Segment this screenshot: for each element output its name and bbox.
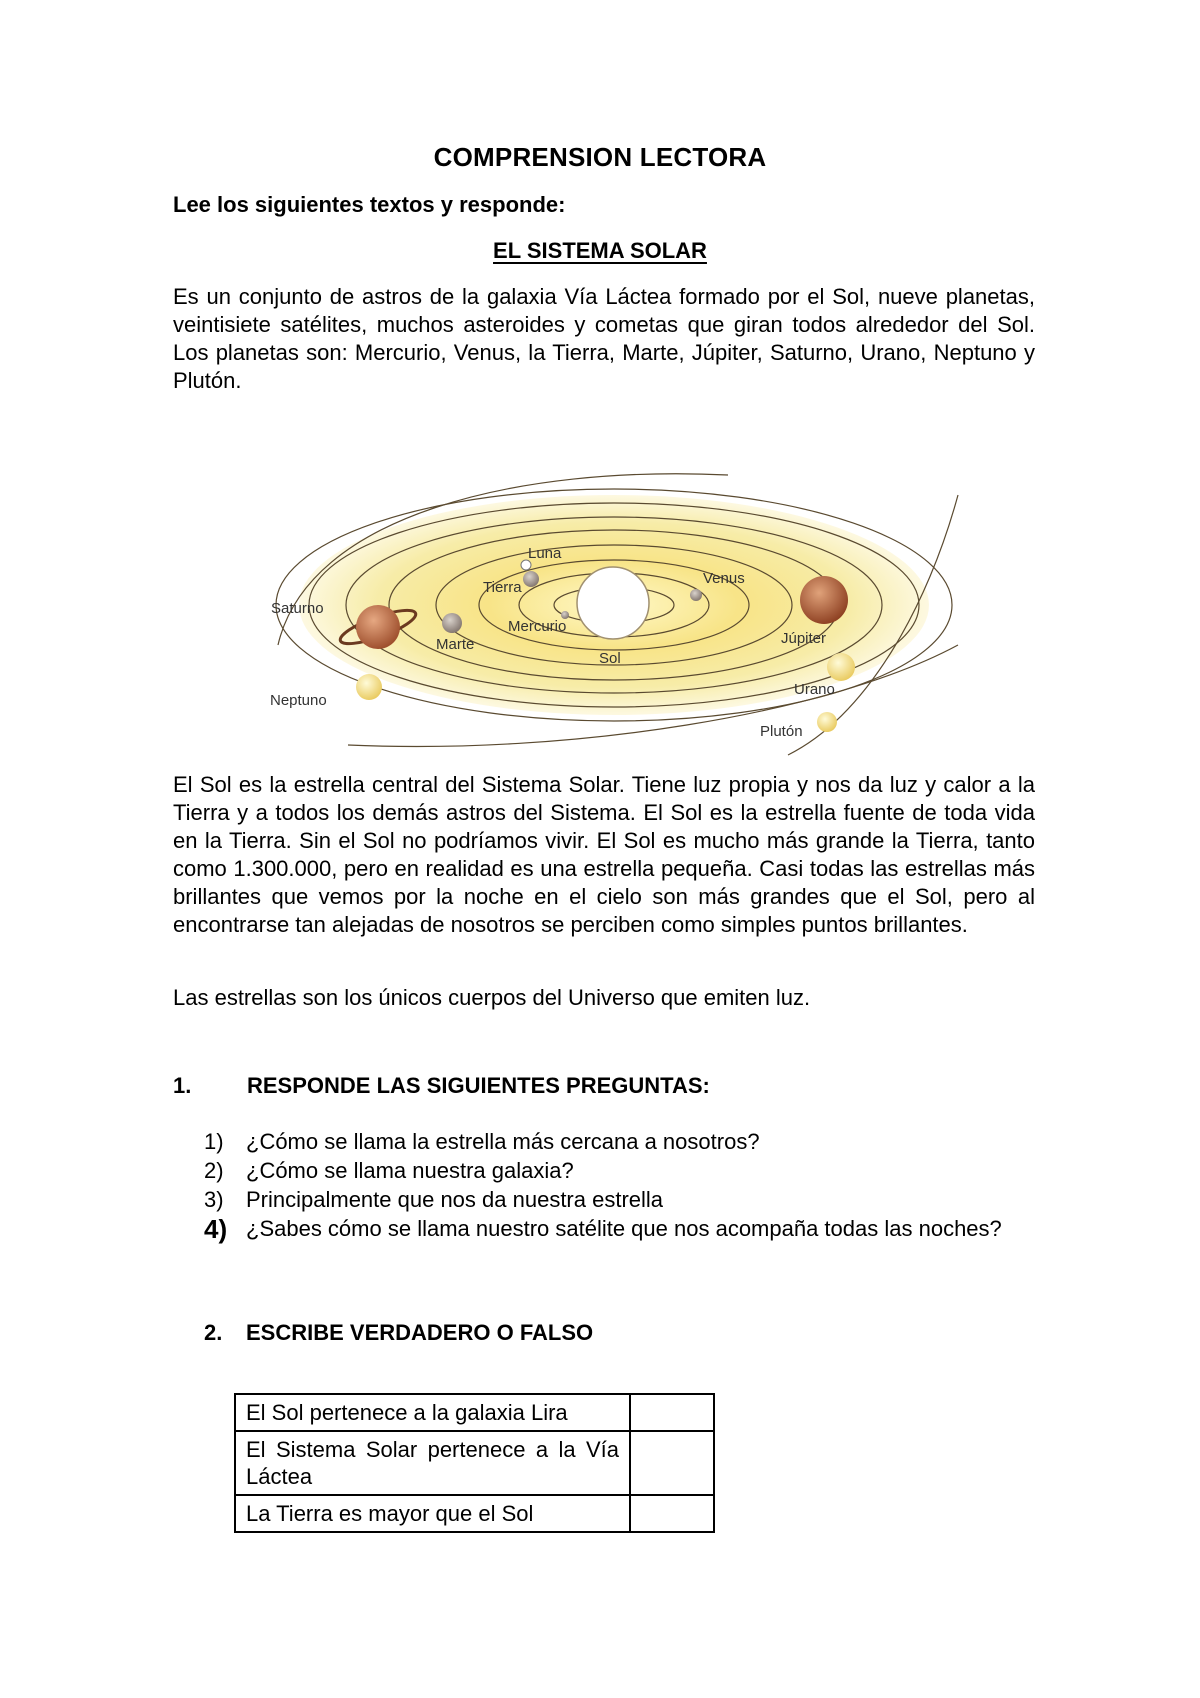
list-item <box>204 1157 1036 1185</box>
true-false-number: 2. <box>204 1320 223 1345</box>
instruction: Lee los siguientes textos y responde: <box>173 192 566 217</box>
label-mercurio: Mercurio <box>508 618 567 635</box>
mars-planet <box>442 613 462 633</box>
venus-planet <box>690 589 702 601</box>
solar-system-diagram <box>268 455 968 760</box>
true-false-table <box>234 1393 715 1533</box>
answer-cell[interactable] <box>630 1495 714 1532</box>
question-number: 3) <box>204 1187 224 1212</box>
table-row <box>235 1431 714 1495</box>
label-tierra: Tierra <box>483 579 522 596</box>
section-title <box>0 238 1200 264</box>
table-row <box>235 1495 714 1532</box>
questions-list <box>204 1128 1036 1244</box>
question-number: 4) <box>204 1214 228 1244</box>
sun <box>577 567 649 639</box>
list-item <box>204 1215 1036 1243</box>
label-luna: Luna <box>528 545 562 562</box>
answer-cell[interactable] <box>630 1394 714 1431</box>
page-title: COMPRENSION LECTORA <box>433 142 767 172</box>
question-number: 2) <box>204 1158 224 1183</box>
stars-paragraph: Las estrellas son los únicos cuerpos del Universo que emiten luz. <box>173 985 811 1010</box>
sun-paragraph: El Sol es la estrella central del Sistema Solar. Tiene luz propia y nos da luz y calor a la Tierra y a todos los demás astros del Sistema. El Sol es la estrella fuente de toda vida en la Tierra. Sin el Sol no podríamos vivir. El Sol es mucho más grande la Tierra, tanto como 1.300.000, pero en realidad es una estrella pequeña. Casi todas las estrellas más brillantes que vemos por la noche en el cielo son más grandes que el Sol, pero al encontrarse tan alejadas de nosotros se perciben como simples puntos brillantes. <box>173 772 1035 937</box>
saturn-planet <box>356 605 400 649</box>
label-marte: Marte <box>436 636 475 653</box>
true-false-heading <box>204 1320 593 1346</box>
question-text: ¿Cómo se llama la estrella más cercana a nosotros? <box>246 1129 760 1154</box>
statement-cell: El Sol pertenece a la galaxia Lira <box>235 1394 630 1431</box>
statement-cell: El Sistema Solar pertenece a la Vía Láctea <box>235 1431 630 1495</box>
label-venus: Venus <box>703 570 745 587</box>
question-text: Principalmente que nos da nuestra estrella <box>246 1187 664 1212</box>
label-saturno: Saturno <box>271 600 324 617</box>
question-text: ¿Sabes cómo se llama nuestro satélite que nos acompaña todas las noches? <box>246 1216 1002 1241</box>
label-neptuno: Neptuno <box>270 692 327 709</box>
label-jupiter: Júpiter <box>781 630 827 647</box>
pluto-planet <box>817 712 837 732</box>
questions-number: 1. <box>173 1073 192 1098</box>
intro-paragraph: Es un conjunto de astros de la galaxia Vía Láctea formado por el Sol, nueve planetas, veintisiete satélites, muchos asteroides y cometas que giran todos alrededor del Sol. Los planetas son: Mercurio, Venus, la Tierra, Marte, Júpiter, Saturno, Urano, Neptuno y Plutón. <box>173 284 1035 393</box>
questions-heading-text: RESPONDE LAS SIGUIENTES PREGUNTAS: <box>247 1073 710 1098</box>
questions-heading <box>173 1073 710 1099</box>
statement-cell: La Tierra es mayor que el Sol <box>235 1495 630 1532</box>
uranus-planet <box>827 653 855 681</box>
label-sol: Sol <box>599 650 621 667</box>
section-title-text: EL SISTEMA SOLAR <box>493 238 707 263</box>
neptune-planet <box>356 674 382 700</box>
question-number: 1) <box>204 1129 224 1154</box>
answer-cell[interactable] <box>630 1431 714 1495</box>
label-urano: Urano <box>794 681 835 698</box>
jupiter-planet <box>800 576 848 624</box>
list-item <box>204 1186 1036 1214</box>
question-text: ¿Cómo se llama nuestra galaxia? <box>246 1158 574 1183</box>
label-pluton: Plutón <box>760 723 803 740</box>
true-false-heading-text: ESCRIBE VERDADERO O FALSO <box>246 1320 594 1345</box>
table-row <box>235 1394 714 1431</box>
list-item <box>204 1128 1036 1156</box>
earth-planet <box>523 571 539 587</box>
